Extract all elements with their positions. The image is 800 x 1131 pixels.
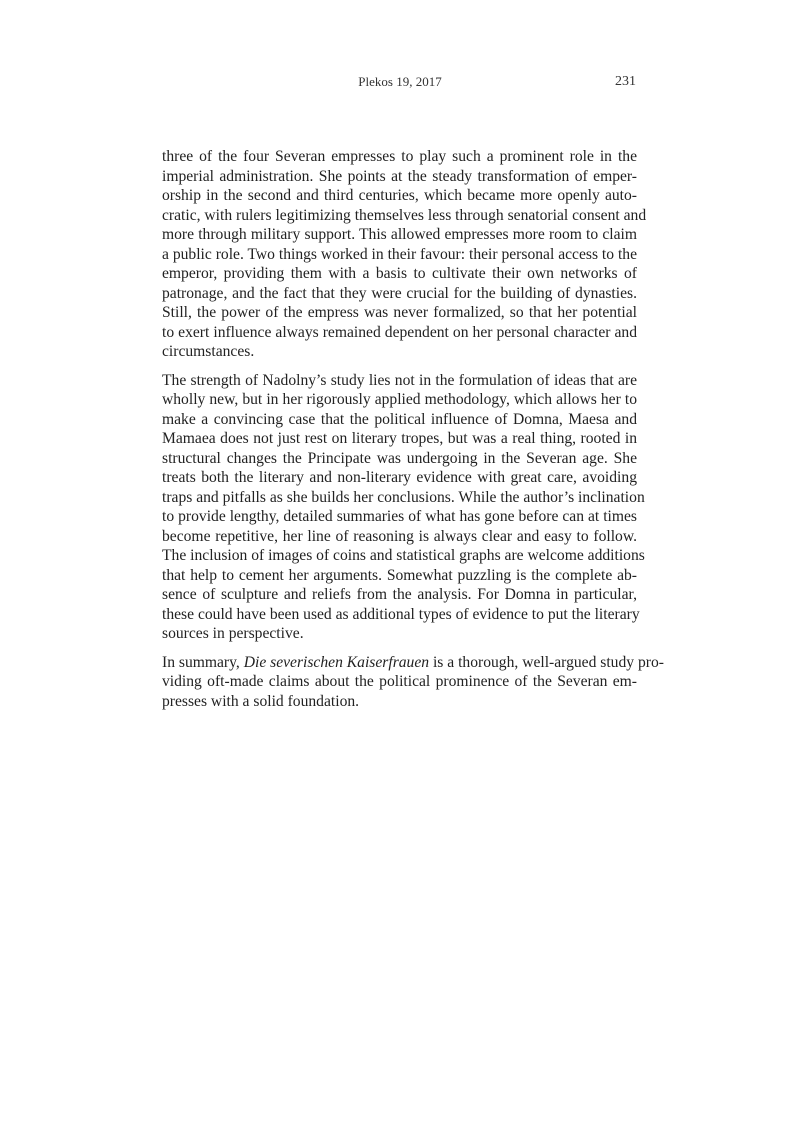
text-line: Mamaea does not just rest on literary tropes, but was a real thing, rooted in [162,430,637,447]
text-line: sources in perspective. [162,625,304,642]
paragraph [162,147,647,362]
text-line: Still, the power of the empress was never formalized, so that her potential [162,304,637,321]
text-line: to provide lengthy, detailed summaries of what has gone before can at times [162,508,637,525]
text-line: patronage, and the fact that they were crucial for the building of dynasties. [162,284,637,302]
text-line: treats both the literary and non-literary evidence with great care, avoiding [162,469,637,486]
text-line: orship in the second and third centuries, which became more openly auto- [162,187,637,204]
text-line: The inclusion of images of coins and statistical graphs are welcome additions [162,547,645,564]
book-title: Die severischen Kaiserfrauen [243,653,430,671]
body-text [162,147,664,720]
text-line: The strength of Nadolny’s study lies not in the formulation of ideas that are [162,371,637,389]
text-line: that help to cement her arguments. Somewhat puzzling is the complete ab- [162,566,637,584]
text-line: become repetitive, her line of reasoning is always clear and easy to follow. [162,527,637,545]
text-line: three of the four Severan empresses to play such a prominent role in the [162,148,637,165]
paragraph [162,653,664,712]
text-line: viding oft-made claims about the political prominence of the Severan em- [162,673,637,690]
text-line: a public role. Two things worked in their favour: their personal access to the [162,245,637,263]
text-line: presses with a solid foundation. [162,692,360,710]
text-line: structural changes the Principate was undergoing in the Severan age. She [162,449,637,467]
text-line: imperial administration. She points at the steady transformation of emper- [162,167,637,185]
text-line: these could have been used as additional types of evidence to put the literary [162,605,640,623]
running-header: Plekos 19, 2017 [358,74,442,89]
text-line: traps and pitfalls as she builds her conclusions. While the author’s inclination [162,488,645,506]
text-line: make a convincing case that the political influence of Domna, Maesa and [162,410,637,428]
text-line: sence of sculpture and reliefs from the analysis. For Domna in particular, [162,586,637,603]
text-line: emperor, providing them with a basis to cultivate their own networks of [162,265,637,282]
text-span: is a thorough, well-argued study pro- [429,653,664,671]
text-span: In summary, [162,653,244,671]
paragraph [162,371,645,644]
page-number: 231 [615,74,636,89]
text-line: more through military support. This allowed empresses more room to claim [162,226,637,243]
text-line: wholly new, but in her rigorously applied methodology, which allows her to [162,391,637,408]
text-line: cratic, with rulers legitimizing themselves less through senatorial consent and [162,206,647,224]
text-line: circumstances. [162,343,255,360]
text-line: to exert influence always remained dependent on her personal character and [162,323,637,341]
text-line [162,653,664,673]
